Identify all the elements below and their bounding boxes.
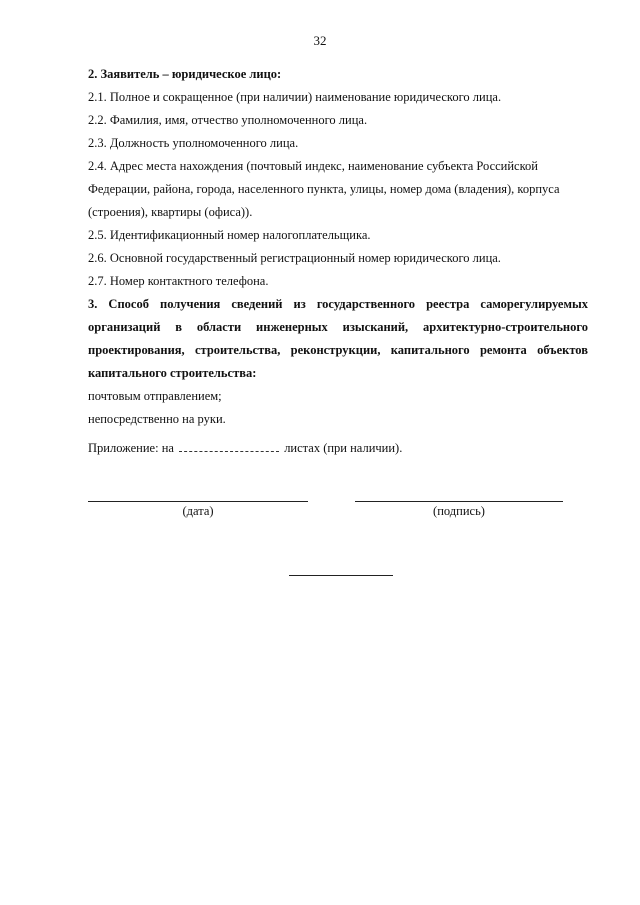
option-by-mail: почтовым отправлением; (88, 389, 222, 403)
signature-label: (подпись) (433, 504, 485, 518)
item-2-4-line-3: (строения), квартиры (офиса)). (88, 205, 253, 219)
closing-rule (289, 575, 393, 576)
signature-line[interactable] (355, 501, 563, 502)
date-label: (дата) (182, 504, 214, 518)
section-3-heading-line-1: 3. Способ получения сведений из государственного реестра саморегулируемых (88, 297, 588, 311)
attachment-pages-blank[interactable] (179, 441, 279, 452)
item-2-1: 2.1. Полное и сокращенное (при наличии) наименование юридического лица. (88, 90, 502, 104)
document-body (88, 66, 588, 434)
option-in-person: непосредственно на руки. (88, 412, 226, 426)
section-2-heading: 2. Заявитель – юридическое лицо: (88, 67, 282, 81)
date-line[interactable] (88, 501, 308, 502)
section-3-heading-line-3: проектирования, строительства, реконструкции, капитального ремонта объектов (88, 343, 588, 357)
section-3-heading-line-4: капитального строительства: (88, 366, 257, 380)
item-2-6: 2.6. Основной государственный регистрационный номер юридического лица. (88, 251, 501, 265)
page-number: 32 (313, 33, 327, 48)
item-2-4-line-1: 2.4. Адрес места нахождения (почтовый индекс, наименование субъекта Российской (88, 159, 538, 173)
attachment-prefix: Приложение: на (88, 441, 174, 455)
attachment-suffix: листах (при наличии). (284, 441, 403, 455)
item-2-4-line-2: Федерации, района, города, населенного пункта, улицы, номер дома (владения), корпуса (88, 182, 560, 196)
item-2-3: 2.3. Должность уполномоченного лица. (88, 136, 299, 150)
section-3-heading-line-2: организаций в области инженерных изысканий, архитектурно-строительного (88, 320, 588, 334)
item-2-7: 2.7. Номер контактного телефона. (88, 274, 269, 288)
attachment-line (88, 440, 588, 457)
item-2-5: 2.5. Идентификационный номер налогоплательщика. (88, 228, 371, 242)
item-2-2: 2.2. Фамилия, имя, отчество уполномоченного лица. (88, 113, 368, 127)
